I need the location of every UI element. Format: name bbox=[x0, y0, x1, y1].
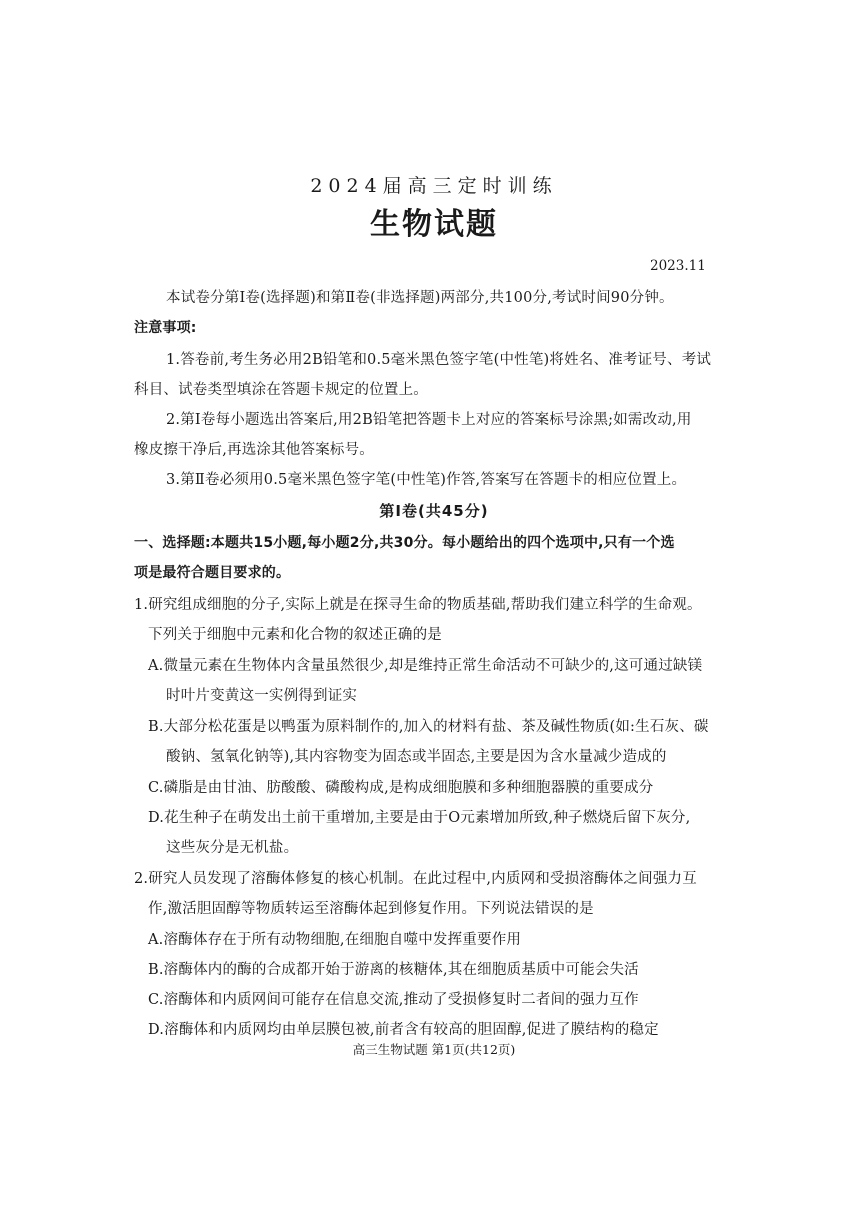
q2-stem-line-2: 作,激活胆固醇等物质转运至溶酶体起到修复作用。下列说法错误的是 bbox=[148, 901, 594, 917]
q2-option-d-line-1: D.溶酶体和内质网均由单层膜包被,前者含有较高的胆固醇,促进了膜结构的稳定 bbox=[148, 1022, 659, 1038]
q2-option-c-line-1: C.溶酶体和内质网间可能存在信息交流,推动了受损修复时二者间的强力互作 bbox=[148, 992, 639, 1008]
q2-option-a-line-1: A.溶酶体存在于所有动物细胞,在细胞自噬中发挥重要作用 bbox=[148, 932, 522, 948]
q1-option-d-line-1: D.花生种子在萌发出土前干重增加,主要是由于O元素增加所致,种子燃烧后留下灰分, bbox=[148, 810, 691, 826]
section-1-instructions-line-2: 项是最符合题目要求的。 bbox=[134, 565, 291, 581]
intro-text: 本试卷分第Ⅰ卷(选择题)和第Ⅱ卷(非选择题)两部分,共100分,考试时间90分钟。 bbox=[166, 290, 674, 306]
q1-option-b-line-1: B.大部分松花蛋是以鸭蛋为原料制作的,加入的材料有盐、茶及碱性物质(如:生石灰、碳 bbox=[148, 719, 709, 735]
q1-option-d-line-2: 这些灰分是无机盐。 bbox=[166, 840, 299, 856]
note-3-line-1: 3.第Ⅱ卷必须用0.5毫米黑色签字笔(中性笔)作答,答案写在答题卡的相应位置上。 bbox=[166, 472, 687, 488]
q1-option-c-line-1: C.磷脂是由甘油、肪酸酸、磷酸构成,是构成细胞膜和多种细胞器膜的重要成分 bbox=[148, 780, 654, 796]
exam-title: 生物试题 bbox=[370, 207, 498, 242]
q2-stem-line-1: 2.研究人员发现了溶酶体修复的核心机制。在此过程中,内质网和受损溶酶体之间强力互 bbox=[134, 871, 697, 887]
section-1-title: 第Ⅰ卷(共45分) bbox=[379, 502, 489, 520]
notes-heading: 注意事项: bbox=[134, 320, 197, 336]
exam-subtitle: 2024届高三定时训练 bbox=[310, 175, 558, 197]
note-2-line-1: 2.第Ⅰ卷每小题选出答案后,用2B铅笔把答题卡上对应的答案标号涂黑;如需改动,用 bbox=[166, 412, 692, 428]
q1-stem-line-2: 下列关于细胞中元素和化合物的叙述正确的是 bbox=[148, 627, 442, 643]
exam-date: 2023.11 bbox=[650, 258, 706, 274]
note-1-line-2: 科目、试卷类型填涂在答题卡规定的位置上。 bbox=[134, 382, 428, 398]
q1-option-a-line-2: 时叶片变黄这一实例得到证实 bbox=[166, 688, 358, 704]
q1-option-b-line-2: 酸钠、氢氧化钠等),其内容物变为固态或半固态,主要是因为含水量减少造成的 bbox=[166, 749, 667, 765]
q1-stem-line-1: 1.研究组成细胞的分子,实际上就是在探寻生命的物质基础,帮助我们建立科学的生命观。 bbox=[134, 597, 702, 613]
page-footer: 高三生物试题 第1页(共12页) bbox=[352, 1042, 516, 1057]
q1-option-a-line-1: A.微量元素在生物体内含量虽然很少,却是维持正常生命活动不可缺少的,这可通过缺镁 bbox=[148, 658, 703, 674]
note-1-line-1: 1.答卷前,考生务必用2B铅笔和0.5毫米黑色签字笔(中性笔)将姓名、准考证号、考试 bbox=[166, 352, 712, 368]
q2-option-b-line-1: B.溶酶体内的酶的合成都开始于游离的核糖体,其在细胞质基质中可能会失活 bbox=[148, 962, 639, 978]
section-1-instructions-line-1: 一、选择题:本题共15小题,每小题2分,共30分。每小题给出的四个选项中,只有一个选 bbox=[134, 535, 675, 551]
note-2-line-2: 橡皮擦干净后,再选涂其他答案标号。 bbox=[134, 442, 375, 458]
